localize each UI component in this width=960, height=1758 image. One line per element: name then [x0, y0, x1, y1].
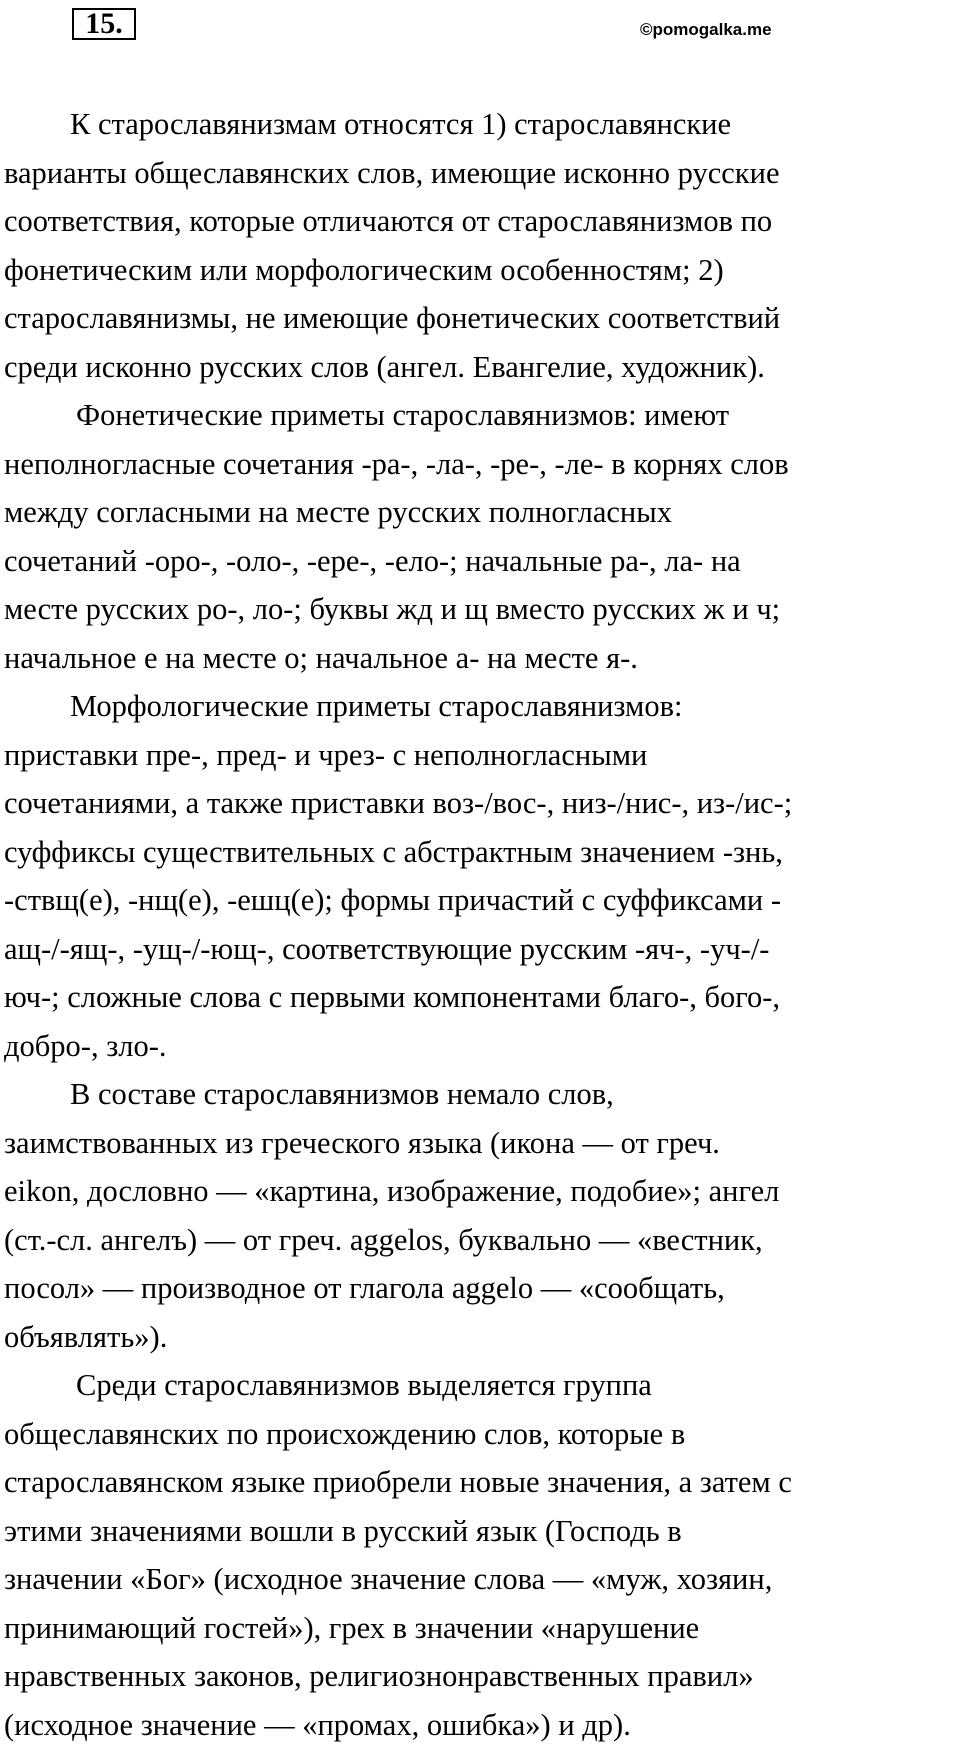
text-line: ащ-/-ящ-, -ущ-/-ющ-, соответствующие русским -яч-, -уч-/- [4, 931, 770, 966]
paragraph-2 [4, 391, 956, 682]
text-line: добро-, зло-. [4, 1028, 167, 1063]
text-line: посол» — производное от глагола aggelo — «сообщать, [4, 1271, 725, 1305]
text-line: значении «Бог» (исходное значение слова — «муж, хозяин, [4, 1562, 773, 1596]
text-line: Фонетические приметы старославянизмов: имеют [76, 398, 730, 432]
text-line: соответствия, которые отличаются от старославянизмов по [4, 204, 773, 238]
document-body [4, 100, 956, 1749]
paragraph-5 [4, 1361, 956, 1749]
text-line: суффиксы существительных с абстрактным значением -знь, [4, 834, 783, 869]
text-line: начальное е на месте о; начальное а- на месте я-. [4, 640, 638, 675]
text-line: -ствщ(е), -нщ(е), -ешц(е); формы причастий с суффиксами - [4, 883, 782, 917]
text-line: сочетаниями, а также приставки воз-/вос-, низ-/нис-, из-/ис-; [4, 786, 793, 820]
text-line: юч-; сложные слова с первыми компонентами благо-, бого-, [4, 980, 781, 1014]
text-line: (ст.-сл. ангелъ) — от греч. aggelos, буквально — «вестник, [4, 1222, 763, 1257]
text-line: Морфологические приметы старославянизмов: [70, 689, 683, 723]
text-line: сочетаний -оро-, -оло-, -ере-, -ело-; начальные ра-, ла- на [4, 543, 741, 578]
watermark: ©pomogalka.me [640, 20, 772, 39]
text-line: объявлять»). [4, 1319, 168, 1354]
text-line: старославянизмы, не имеющие фонетических соответствий [4, 301, 781, 335]
text-line: заимствованных из греческого языка (икона — от греч. [4, 1125, 720, 1160]
text-line: общеславянских по происхождению слов, которые в [4, 1416, 686, 1451]
text-line: между согласными на месте русских полногласных [4, 495, 672, 529]
text-line: этими значениями вошли в русский язык (Господь в [4, 1513, 682, 1548]
paragraph-1 [4, 100, 956, 391]
text-line: среди исконно русских слов (ангел. Евангелие, художник). [4, 349, 765, 384]
text-line: старославянском языке приобрели новые значения, а затем с [4, 1465, 792, 1499]
text-line: eikon, дословно — «картина, изображение, подобие»; ангел [4, 1174, 780, 1208]
paragraph-3 [4, 682, 956, 1070]
text-line: Среди старославянизмов выделяется группа [76, 1368, 652, 1402]
task-number-badge [72, 8, 136, 40]
text-line: фонетическим или морфологическим особенностям; 2) [4, 252, 724, 287]
text-line: К старославянизмам относятся 1) старославянские [70, 107, 732, 141]
text-line: месте русских ро-, ло-; буквы жд и щ вместо русских ж и ч; [4, 592, 781, 626]
text-line: приставки пре-, пред- и чрез- с неполногласными [4, 737, 648, 772]
text-line: нравственных законов, религиознонравственных правил» [4, 1659, 754, 1693]
text-line: варианты общеславянских слов, имеющие исконно русские [4, 155, 780, 190]
task-number: 15. [85, 7, 123, 40]
text-line: принимающий гостей»), грех в значении «нарушение [4, 1610, 700, 1645]
paragraph-4 [4, 1070, 956, 1361]
text-line: В составе старославянизмов немало слов, [70, 1077, 614, 1111]
text-line: неполногласные сочетания -ра-, -ла-, -ре-, -ле- в корнях слов [4, 446, 789, 481]
text-line: (исходное значение — «промах, ошибка») и др). [4, 1707, 631, 1742]
